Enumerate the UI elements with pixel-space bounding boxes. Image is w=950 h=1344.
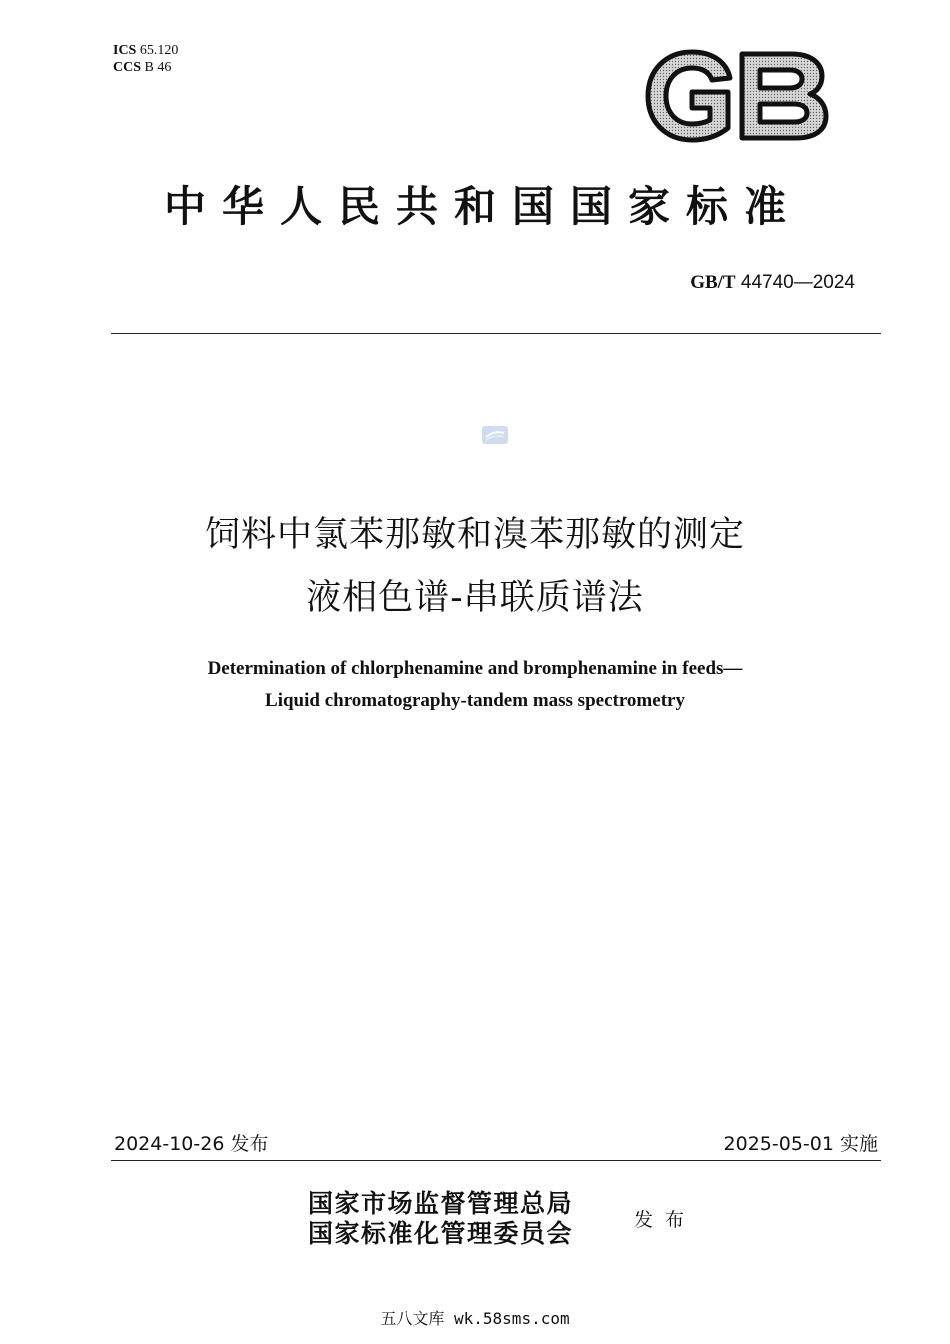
ccs-label: CCS bbox=[113, 60, 142, 75]
ics-code: 65.120 bbox=[139, 43, 179, 58]
implementation-date: 2025-05-01 实施 bbox=[723, 1133, 878, 1155]
footer-watermark-text: 五八文库 wk.58sms.com bbox=[380, 1309, 570, 1328]
top-divider bbox=[111, 333, 881, 334]
standard-number-prefix: GB/T bbox=[690, 272, 736, 293]
standard-title: 中华人民共和国国家标准 bbox=[163, 182, 802, 231]
gb-logo-icon bbox=[644, 48, 830, 144]
issue-verb: 发布 bbox=[634, 1209, 697, 1231]
english-title-line-2: Liquid chromatography-tandem mass spectrometry bbox=[265, 690, 685, 711]
bottom-divider bbox=[111, 1160, 881, 1161]
issue-date: 2024-10-26 发布 bbox=[114, 1133, 269, 1155]
issuer-samr: 国家市场监督管理总局 bbox=[308, 1189, 574, 1218]
sac-mark-graphic bbox=[481, 424, 509, 446]
sac-mark-icon bbox=[481, 424, 509, 446]
standard-number-code: 44740—2024 bbox=[740, 272, 855, 293]
issuer-sac: 国家标准化管理委员会 bbox=[308, 1219, 574, 1248]
chinese-title-line-2: 液相色谱-串联质谱法 bbox=[306, 578, 644, 618]
standard-number bbox=[690, 272, 855, 294]
gb-logo-graphic bbox=[644, 48, 830, 144]
english-title-line-1: Determination of chlorphenamine and bromphenamine in feeds— bbox=[207, 658, 743, 679]
ccs-code: B 46 bbox=[144, 60, 172, 75]
ics-label: ICS bbox=[113, 43, 137, 58]
chinese-title-line-1: 饲料中氯苯那敏和溴苯那敏的测定 bbox=[204, 515, 745, 555]
ics-classification bbox=[113, 43, 178, 59]
ccs-classification bbox=[113, 60, 171, 76]
